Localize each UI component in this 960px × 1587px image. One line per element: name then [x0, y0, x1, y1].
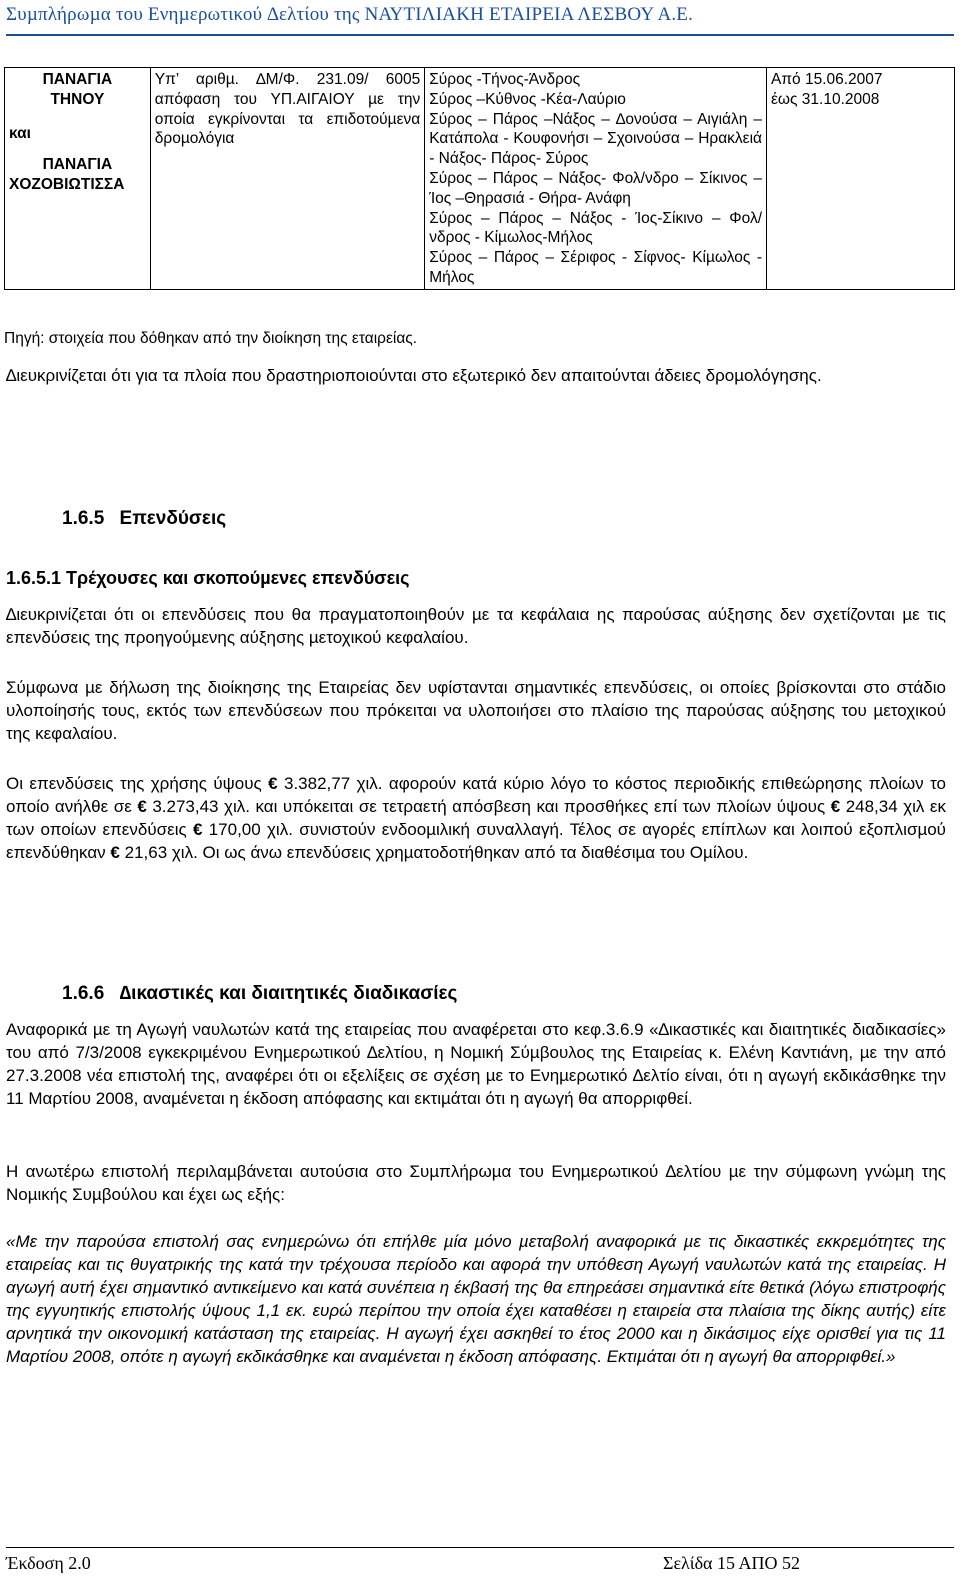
euro-symbol: €	[192, 820, 203, 839]
footer-edition: Έκδοση 2.0	[6, 1553, 91, 1573]
euro-symbol: €	[268, 774, 278, 793]
amount: 21,63 χιλ.	[124, 843, 198, 862]
vessel-name-line: ΠΑΝΑΓΙΑ	[42, 156, 113, 174]
vessel-name-line: ΤΗΝΟΥ	[50, 90, 105, 108]
decision-cell: Υπ’ αριθµ. ∆Μ/Φ. 231.09/ 6005 απόφαση του ΥΠ.ΑΙΓΑΙΟΥ µε την οποία εγκρίνονται τα επιδοτούµενα δροµολόγια	[150, 68, 424, 290]
amount: 3.273,43 χιλ.	[152, 797, 250, 816]
header-rule	[6, 34, 954, 36]
table-source-note: Πηγή: στοιχεία που δόθηκαν από την διοίκηση της εταιρείας.	[4, 330, 418, 347]
period-cell	[767, 68, 955, 290]
section-title: ∆ικαστικές και διαιτητικές διαδικασίες	[119, 983, 458, 1004]
amount: 3.382,77 χιλ.	[284, 774, 383, 793]
text-run: εκ των οποίων επενδύσεις	[6, 797, 947, 839]
amount: 170,00 χιλ.	[208, 820, 293, 839]
route-line: Σύρος – Πάρος – Νάξος - Ίος-Σίκινο – Φολ/νδρος - Κίµωλος-Μήλος	[429, 209, 762, 247]
text-run: Οι επενδύσεις της χρήσης ύψους	[6, 774, 269, 793]
subsection-heading-1-6-5-1: 1.6.5.1 Τρέχουσες και σκοπούµενες επενδύσεις	[6, 568, 410, 588]
footer-rule	[6, 1547, 954, 1548]
table-row	[5, 68, 955, 290]
document-header-title: Συµπλήρωµα του Ενηµερωτικού ∆ελτίου της ΝΑΥΤΙΛΙΑΚΗ ΕΤΑΙΡΕΙΑ ΛΕΣΒΟΥ Α.Ε.	[6, 4, 694, 25]
route-line: Σύρος –Κύθνος -Κέα-Λαύριο	[429, 90, 626, 108]
section-heading-1-6-6	[62, 983, 457, 1005]
investment-paragraph-1: ∆ιευκρινίζεται ότι οι επενδύσεις που θα πραγµατοποιηθούν µε τα κεφάλαια ης παρούσας αύξησης δεν σχετίζονται µε τις επενδύσεις της προηγούµενης αύξησης µετοχικού κεφαλαίου.	[6, 605, 946, 647]
section-title: Επενδύσεις	[119, 508, 227, 529]
route-line: Σύρος -Τήνος-Άνδρος	[429, 71, 581, 88]
route-line: Σύρος – Πάρος – Νάξος- Φολ/νδρο – Σίκινος – Ίος –Θηρασιά - Θήρα- Ανάφη	[429, 169, 762, 207]
investment-paragraph-3	[6, 772, 946, 864]
footer-page-number: Σελίδα 15 ΑΠΟ 52	[662, 1553, 800, 1573]
routes-cell	[425, 68, 767, 290]
section-heading-1-6-5	[62, 508, 226, 530]
clarification-paragraph: ∆ιευκρινίζεται ότι για τα πλοία που δραστηριοποιούνται στο εξωτερικό δεν απαιτούνται άδειες δροµολόγησης.	[6, 366, 822, 385]
vessel-cell	[5, 68, 151, 290]
euro-symbol: €	[137, 797, 147, 816]
text-run: και υπόκειται σε τετραετή απόσβεση και προσθήκες επί των πλοίων ύψους	[249, 797, 831, 816]
text-run: Οι ως άνω επενδύσεις χρηµατοδοτήθηκαν από τα διαθέσιµα του Οµίλου.	[197, 843, 749, 862]
legal-paragraph-2: Η ανωτέρω επιστολή περιλαµβάνεται αυτούσια στο Συµπλήρωµα του Ενηµερωτικού ∆ελτίου µε την σύµφωνη γνώµη της Νοµικής Συµβούλου και έχει ως εξής:	[6, 1162, 946, 1204]
legal-paragraph-1: Αναφορικά µε τη Αγωγή ναυλωτών κατά της εταιρείας που αναφέρεται στο κεφ.3.6.9 «∆ικαστικές και διαιτητικές διαδικασίες» του από 7/3/2008 εγκεκριµένου Ενηµερωτικού ∆ελτίου, η Νοµική Σύµβουλος της Εταιρείας κ. Ελένη Καντιάνη, µε την από 27.3.2008 νέα επιστολή της, αναφέρει ότι οι εξελίξεις σε σχέση µε το Ενηµερωτικό ∆ελτίο είναι, ότι η αγωγή εκδικάσθηκε την 11 Μαρτίου 2008, αναµένεται η έκδοση απόφασης και εκτιµάται ότι η αγωγή θα απορριφθεί.	[6, 1020, 946, 1108]
period-from: Από 15.06.2007	[771, 71, 883, 88]
route-line: Σύρος – Πάρος – Σέριφος - Σίφνος- Κίµωλος - Μήλος	[429, 249, 762, 286]
vessel-name-line: ΧΟΖΟΒΙΩΤΙΣΣΑ	[9, 176, 125, 194]
section-number: 1.6.6	[62, 983, 105, 1004]
routes-table	[4, 67, 955, 290]
period-to: έως 31.10.2008	[771, 90, 880, 108]
euro-symbol: €	[110, 843, 120, 862]
text-run: αφορούν κατά κύριο λόγο το κόστος περιοδικής επιθεώρησης πλοίων το οποίο ανήλθε σε	[6, 774, 946, 816]
section-number: 1.6.5	[62, 508, 105, 529]
vessel-name-line: και	[9, 124, 31, 142]
text-run: συνιστούν ενδοοµιλική συναλλαγή. Τέλος σε αγορές επίπλων και λοιπού εξοπλισµού επενδύθηκαν	[6, 820, 946, 862]
route-line: Σύρος – Πάρος –Νάξος – ∆ονούσα – Αιγιάλη – Κατάπολα - Κουφονήσι – Σχοινούσα – Ηρακλειά - Νάξος- Πάρος- Σύρος	[429, 110, 762, 168]
amount: 248,34 χιλ	[845, 797, 925, 816]
counsel-letter-quote: «Με την παρούσα επιστολή σας ενηµερώνω ότι επήλθε µία µόνο µεταβολή αναφορικά µε τις δικαστικές εκκρεµότητες της εταιρείας και τις θυγατρικής της κατά την τρέχουσα περίοδο και αφορά την υπόθεση Αγωγή ναυλωτών κατά της εταιρείας. Η αγωγή αυτή έχει σηµαντικό αντικείµενο και κατά συνέπεια η έκβασή της θα επηρεάσει σηµαντικά είτε θετικά (λόγω επιστροφής της εγγυητικής επιστολής ύψους 1,1 εκ. ευρώ περίπου την οποία έχει καταθέσει η εταιρεία στα πλαίσια της δίκης αυτής) είτε αρνητικά την οικονοµική κατάσταση της εταιρείας. Η αγωγή έχει ασκηθεί το έτος 2000 και η δικάσιµος είχε ορισθεί για τις 11 Μαρτίου 2008, οπότε η αγωγή εκδικάσθηκε και αναµένεται η έκδοση απόφασης. Εκτιµάται ότι η αγωγή θα απορριφθεί.»	[6, 1232, 946, 1366]
vessel-name-line: ΠΑΝΑΓΙΑ	[42, 71, 113, 88]
investment-paragraph-2: Σύµφωνα µε δήλωση της διοίκησης της Εταιρείας δεν υφίστανται σηµαντικές επενδύσεις, οι οποίες βρίσκονται στο στάδιο υλοποίησής τους, εκτός των επενδύσεων που πρόκειται να υλοποιήσει στο πλαίσιο της παρούσας αύξησης του µετοχικού της κεφαλαίου.	[6, 678, 946, 743]
euro-symbol: €	[830, 797, 841, 816]
